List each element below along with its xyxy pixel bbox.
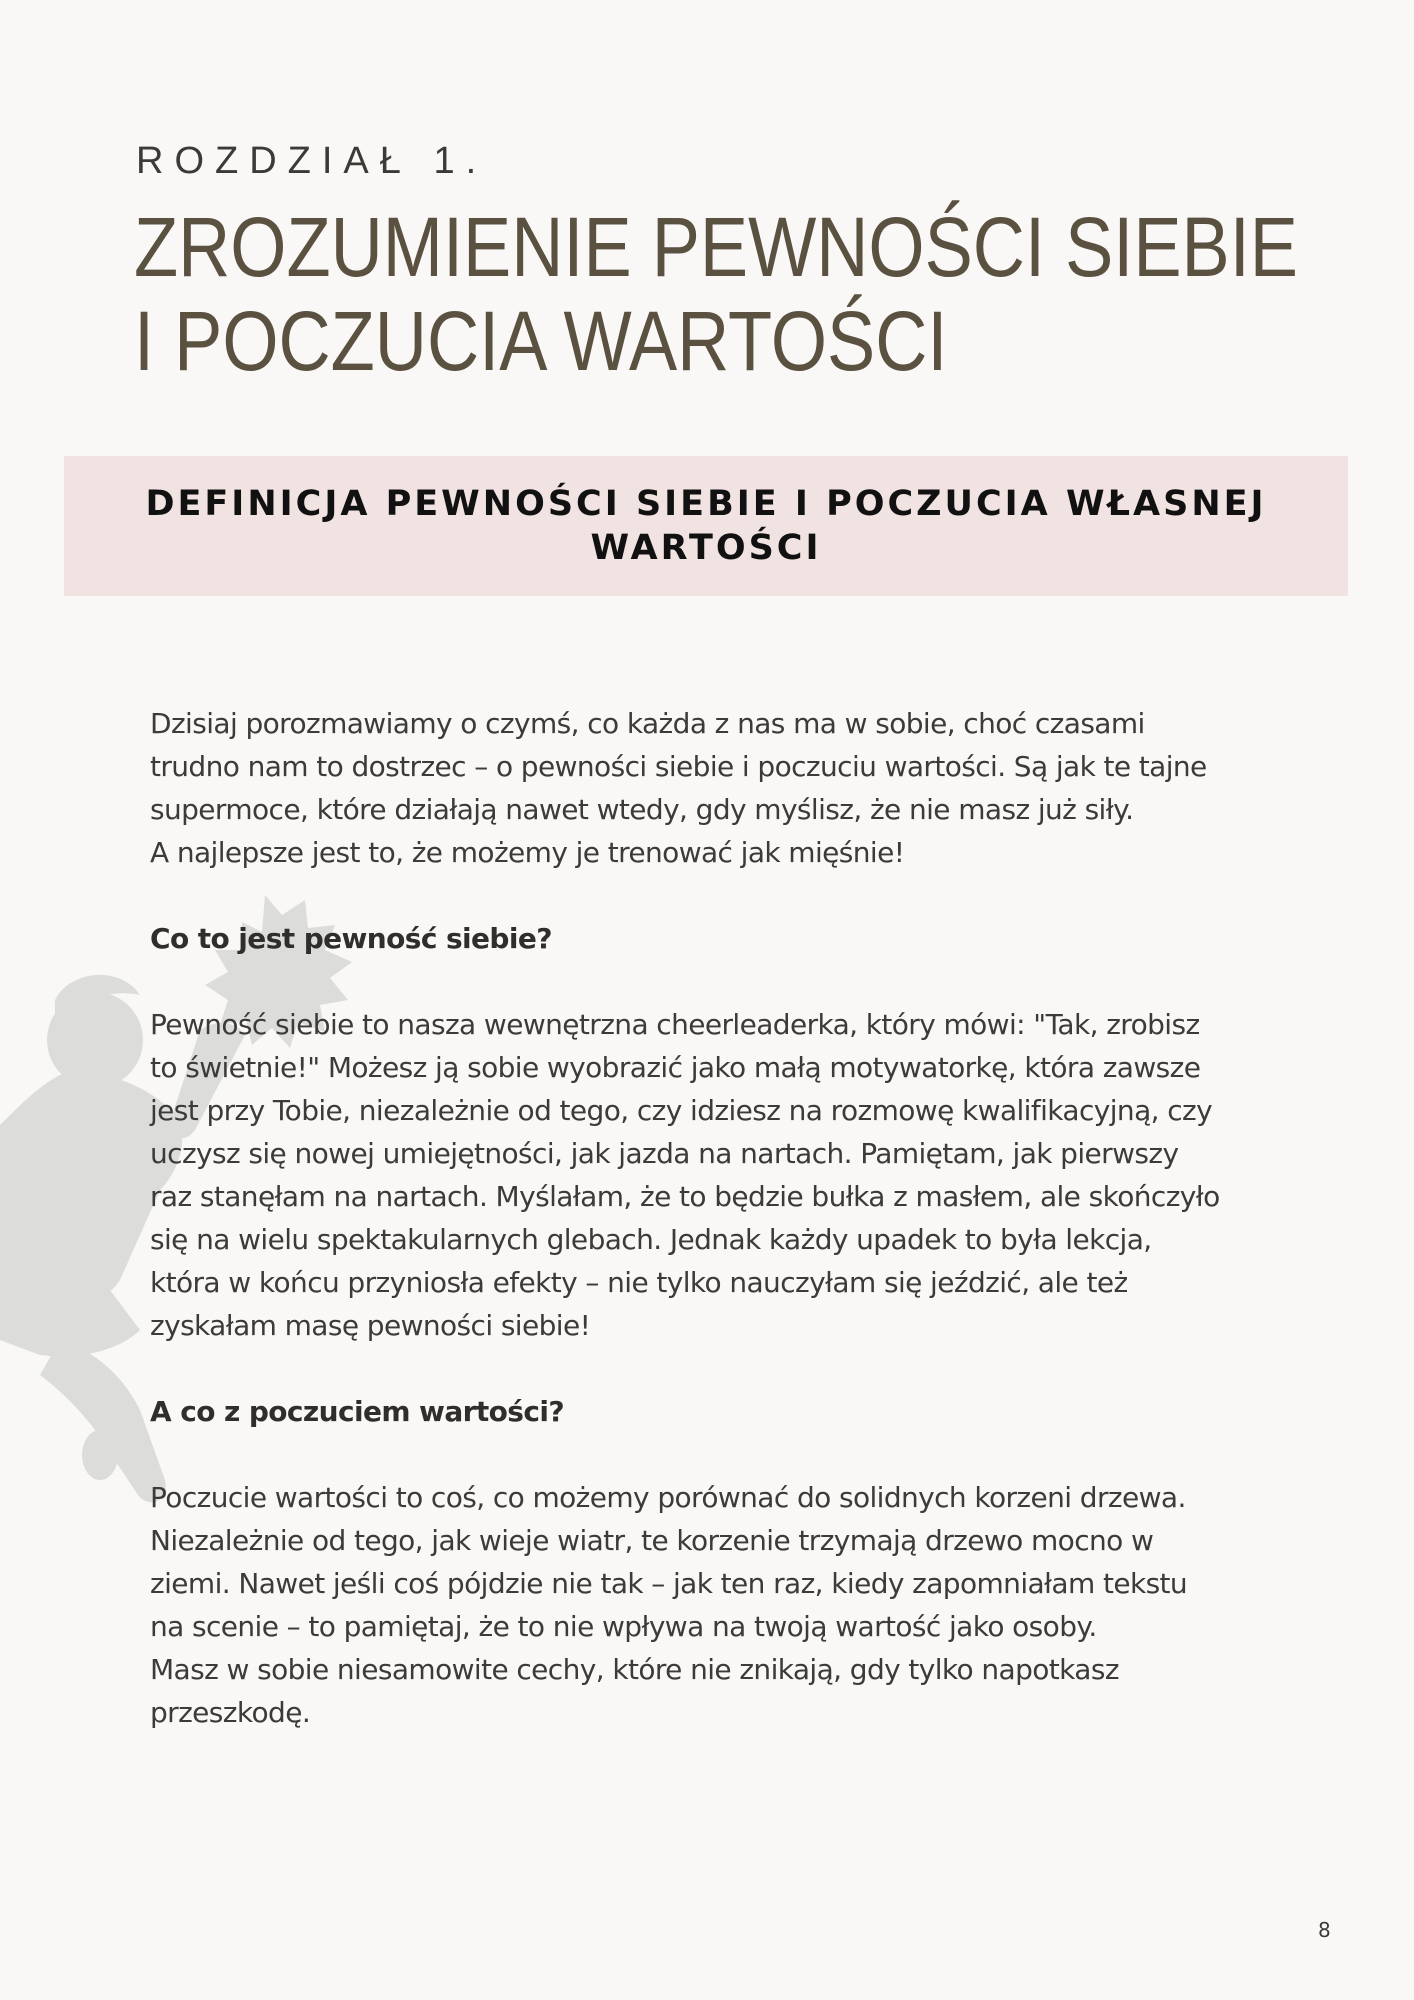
- intro-line: Dzisiaj porozmawiamy o czymś, co każda z nas ma w sobie, choć czasami: [150, 707, 1145, 740]
- section-heading: [131, 482, 1281, 570]
- page-number: 8: [1318, 1918, 1331, 1942]
- confidence-line: się na wielu spektakularnych glebach. Jednak każdy upadek to była lekcja,: [150, 1223, 1152, 1256]
- selfworth-heading: A co z poczuciem wartości?: [150, 1395, 564, 1428]
- intro-line: A najlepsze jest to, że możemy je trenować jak mięśnie!: [150, 836, 905, 869]
- confidence-line: jest przy Tobie, niezależnie od tego, czy idziesz na rozmowę kwalifikacyjną, czy: [150, 1094, 1213, 1127]
- body-content: [150, 702, 1300, 1734]
- confidence-line: zyskałam masę pewności siebie!: [150, 1309, 591, 1342]
- confidence-line: raz stanęłam na nartach. Myślałam, że to będzie bułka z masłem, ale skończyło: [150, 1180, 1220, 1213]
- chapter-title-line-1: ZROZUMIENIE PEWNOŚCI SIEBIE: [134, 200, 1298, 294]
- section-heading-line-2: WARTOŚCI: [590, 528, 822, 568]
- selfworth-paragraph: [150, 1476, 1300, 1734]
- selfworth-line: Poczucie wartości to coś, co możemy porównać do solidnych korzeni drzewa.: [150, 1481, 1186, 1514]
- chapter-title-line-2: I POCZUCIA WARTOŚCI: [134, 294, 948, 388]
- confidence-line: uczysz się nowej umiejętności, jak jazda na nartach. Pamiętam, jak pierwszy: [150, 1137, 1179, 1170]
- confidence-line: która w końcu przyniosła efekty – nie tylko nauczyłam się jeździć, ale też: [150, 1266, 1128, 1299]
- selfworth-line: Masz w sobie niesamowite cechy, które nie znikają, gdy tylko napotkasz: [150, 1653, 1119, 1686]
- chapter-label: ROZDZIAŁ 1.: [136, 140, 488, 182]
- intro-line: trudno nam to dostrzec – o pewności siebie i poczuciu wartości. Są jak te tajne: [150, 750, 1207, 783]
- confidence-heading: Co to jest pewność siebie?: [150, 922, 552, 955]
- selfworth-line: na scenie – to pamiętaj, że to nie wpływa na twoją wartość jako osoby.: [150, 1610, 1097, 1643]
- confidence-paragraph: [150, 1003, 1300, 1347]
- selfworth-line: ziemi. Nawet jeśli coś pójdzie nie tak – jak ten raz, kiedy zapomniałam tekstu: [150, 1567, 1188, 1600]
- intro-paragraph: [150, 702, 1300, 874]
- selfworth-line: przeszkodę.: [150, 1696, 311, 1729]
- selfworth-line: Niezależnie od tego, jak wieje wiatr, te korzenie trzymają drzewo mocno w: [150, 1524, 1154, 1557]
- confidence-line: to świetnie!" Możesz ją sobie wyobrazić jako małą motywatorkę, która zawsze: [150, 1051, 1201, 1084]
- confidence-line: Pewność siebie to nasza wewnętrzna cheerleaderka, który mówi: "Tak, zrobisz: [150, 1008, 1200, 1041]
- section-heading-line-1: DEFINICJA PEWNOŚCI SIEBIE I POCZUCIA WŁASNEJ: [145, 484, 1267, 524]
- section-heading-band: [64, 456, 1348, 596]
- intro-line: supermoce, które działają nawet wtedy, gdy myślisz, że nie masz już siły.: [150, 793, 1134, 826]
- chapter-title: [134, 200, 1298, 388]
